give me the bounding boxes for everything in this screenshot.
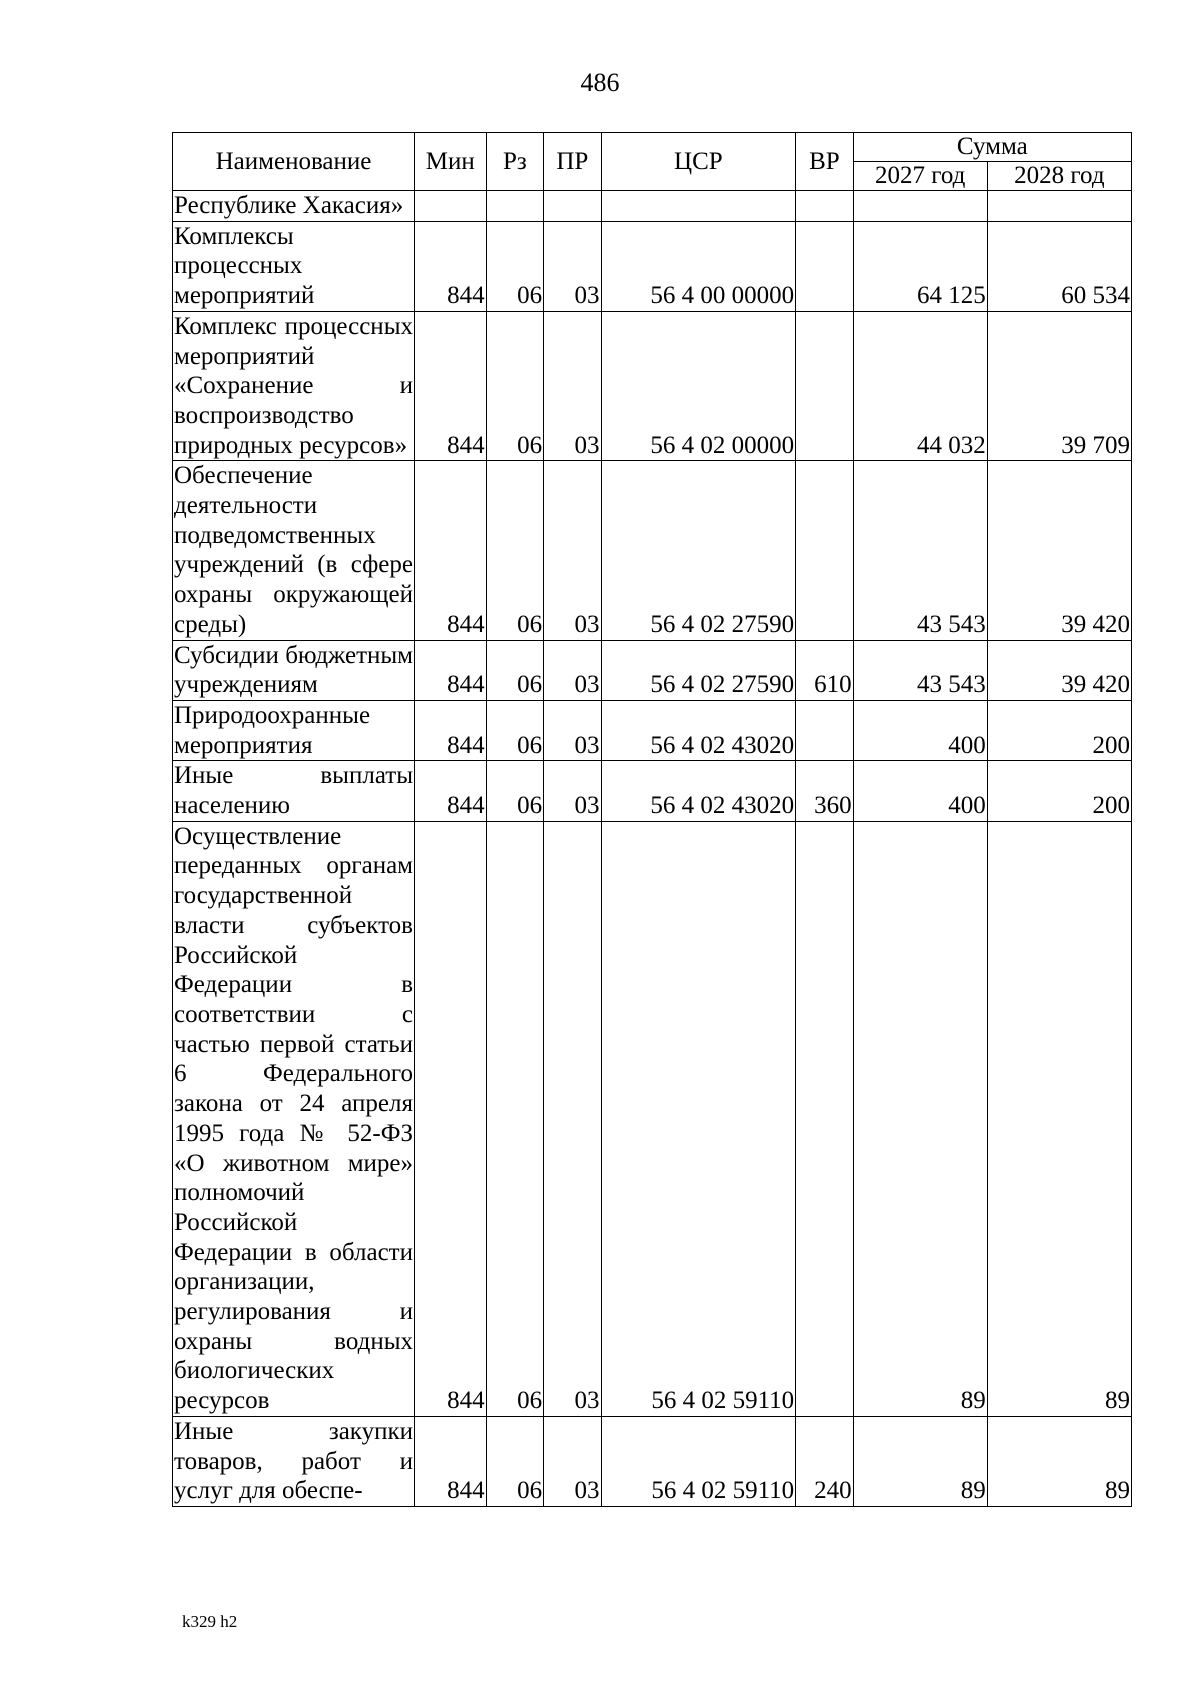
row-vr (796, 821, 853, 1416)
row-name: Осуществление переданных органам государственной власти субъектов Российской Федерации в соответствии с частью первой статьи 6 Федерального закона от 24 апреля 1995 года № 52-ФЗ «О животном мире» полномочий Российской Федерации в области организации, регулирования и охраны водных биологических ресурсов (173, 821, 415, 1416)
header-pr: ПР (544, 133, 601, 191)
row-csr: 56 4 02 27590 (601, 461, 796, 640)
header-sum: Сумма (853, 133, 1131, 162)
row-min: 844 (415, 1416, 487, 1506)
row-name: Иные выплаты населению (173, 761, 415, 821)
row-sum-2028: 200 (987, 700, 1131, 760)
row-pr: 03 (544, 761, 601, 821)
row-rz: 06 (486, 311, 543, 461)
row-sum-2028: 89 (987, 1416, 1131, 1506)
row-csr: 56 4 02 43020 (601, 761, 796, 821)
row-vr (796, 221, 853, 311)
row-csr: 56 4 02 59110 (601, 821, 796, 1416)
row-sum-2028: 89 (987, 821, 1131, 1416)
row-csr: 56 4 00 00000 (601, 221, 796, 311)
row-sum-2027: 43 543 (853, 640, 987, 700)
row-vr (796, 191, 853, 222)
header-rz: Рз (486, 133, 543, 191)
row-vr: 360 (796, 761, 853, 821)
row-min: 844 (415, 221, 487, 311)
row-sum-2028 (987, 191, 1131, 222)
row-vr: 610 (796, 640, 853, 700)
table-row (173, 461, 1132, 640)
row-csr (601, 191, 796, 222)
row-sum-2028: 60 534 (987, 221, 1131, 311)
table-row (173, 640, 1132, 700)
table-row (173, 191, 1132, 222)
budget-table (172, 132, 1132, 1507)
row-name: Комплексы процессных мероприятий (173, 221, 415, 311)
row-pr (544, 191, 601, 222)
row-min: 844 (415, 821, 487, 1416)
row-sum-2028: 39 709 (987, 311, 1131, 461)
table-row (173, 311, 1132, 461)
table-row (173, 700, 1132, 760)
table-row (173, 1416, 1132, 1506)
page-number: 486 (580, 68, 620, 97)
row-sum-2027: 400 (853, 761, 987, 821)
header-csr: ЦСР (601, 133, 796, 191)
header-vr: ВР (796, 133, 853, 191)
row-rz: 06 (486, 821, 543, 1416)
row-min: 844 (415, 461, 487, 640)
row-min: 844 (415, 761, 487, 821)
row-min: 844 (415, 640, 487, 700)
header-year-2027: 2027 год (853, 162, 987, 191)
row-sum-2027: 89 (853, 821, 987, 1416)
row-csr: 56 4 02 27590 (601, 640, 796, 700)
row-rz (486, 191, 543, 222)
row-vr (796, 461, 853, 640)
row-pr: 03 (544, 700, 601, 760)
row-rz: 06 (486, 461, 543, 640)
row-sum-2028: 200 (987, 761, 1131, 821)
row-pr: 03 (544, 311, 601, 461)
header-year-2028: 2028 год (987, 162, 1131, 191)
row-name: Комплекс процессных мероприятий «Сохранение и воспроизводство природных ресурсов» (173, 311, 415, 461)
row-name: Природоохранные мероприятия (173, 700, 415, 760)
table-row (173, 821, 1132, 1416)
row-rz: 06 (486, 1416, 543, 1506)
table-body (173, 191, 1132, 1507)
row-min: 844 (415, 700, 487, 760)
row-csr: 56 4 02 00000 (601, 311, 796, 461)
row-sum-2027: 400 (853, 700, 987, 760)
row-pr: 03 (544, 821, 601, 1416)
row-sum-2028: 39 420 (987, 640, 1131, 700)
row-rz: 06 (486, 221, 543, 311)
row-name: Субсидии бюджетным учреждениям (173, 640, 415, 700)
row-pr: 03 (544, 1416, 601, 1506)
row-name: Республике Хакасия» (173, 191, 415, 222)
row-name: Обеспечение деятельности подведомственных учреждений (в сфере охраны окружающей среды) (173, 461, 415, 640)
row-vr (796, 700, 853, 760)
table-row (173, 221, 1132, 311)
row-sum-2027: 44 032 (853, 311, 987, 461)
row-csr: 56 4 02 59110 (601, 1416, 796, 1506)
row-pr: 03 (544, 461, 601, 640)
row-sum-2027: 64 125 (853, 221, 987, 311)
row-rz: 06 (486, 700, 543, 760)
row-sum-2028: 39 420 (987, 461, 1131, 640)
header-min: Мин (415, 133, 487, 191)
row-pr: 03 (544, 221, 601, 311)
row-rz: 06 (486, 761, 543, 821)
row-pr: 03 (544, 640, 601, 700)
row-vr: 240 (796, 1416, 853, 1506)
header-name: Наименование (173, 133, 415, 191)
row-min: 844 (415, 311, 487, 461)
row-vr (796, 311, 853, 461)
row-sum-2027: 89 (853, 1416, 987, 1506)
row-csr: 56 4 02 43020 (601, 700, 796, 760)
row-sum-2027: 43 543 (853, 461, 987, 640)
row-min (415, 191, 487, 222)
row-rz: 06 (486, 640, 543, 700)
table-row (173, 761, 1132, 821)
row-name: Иные закупки товаров, работ и услуг для обеспе- (173, 1416, 415, 1506)
footer-code: k329 h2 (182, 1612, 238, 1631)
row-sum-2027 (853, 191, 987, 222)
